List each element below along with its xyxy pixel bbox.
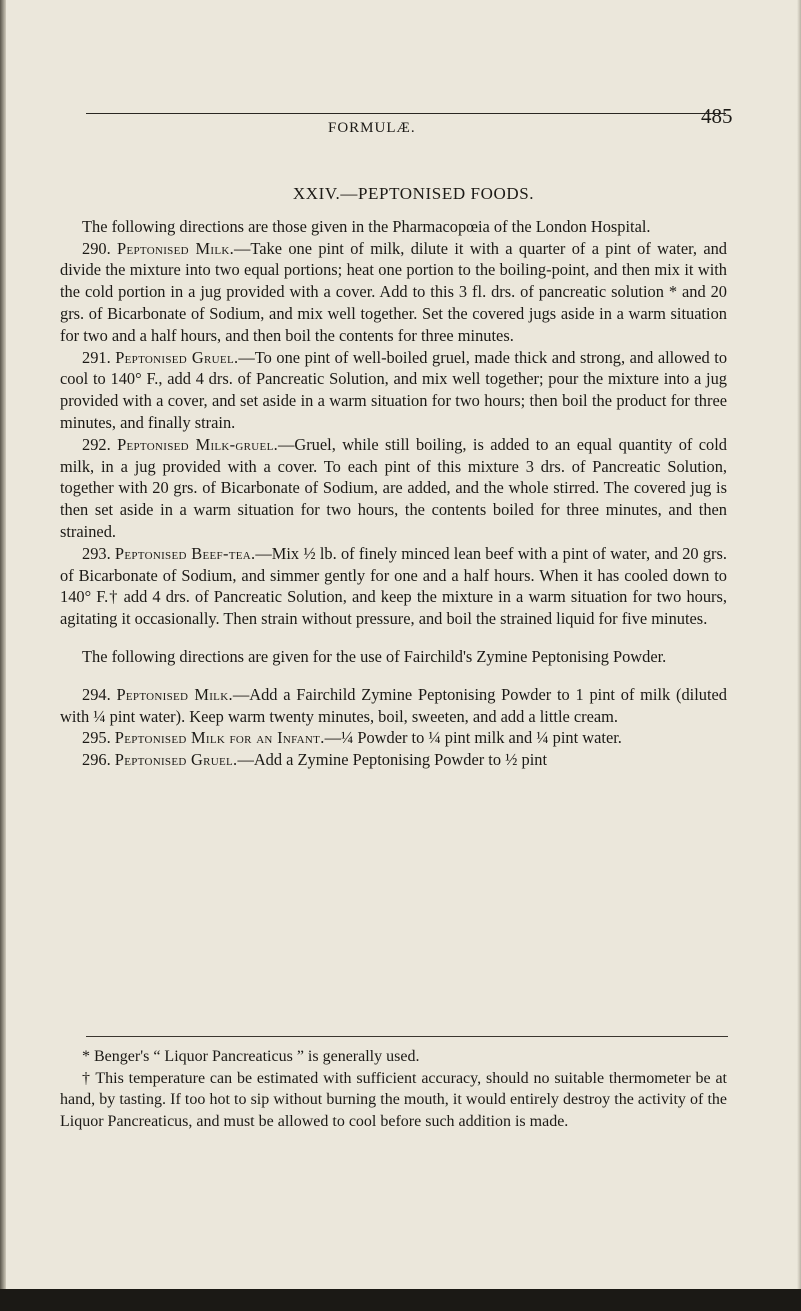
formula-text: —Mix ½ lb. of finely minced lean beef with a pint of water, and 20 grs. of Bicarbonate of Sodium, and simmer gently for one and a half hours. When it has cooled down to 140° F.† add 4 drs. of Pancreatic Solution, and keep the mixture in a warm situation for two hours, agitating it occasionally. Then strain without pressure, and boil the strained liquid for five minutes. (60, 543, 727, 629)
formula-number: 290. (82, 238, 111, 258)
footnotes (60, 1046, 727, 1132)
formula-text: —Gruel, while still boiling, is added to an equal quantity of cold milk, in a jug provided with a cover. To each pint of this mixture 3 drs. of Pancreatic Solution, together with 20 grs. of Bicarbonate of Sodium, are added, and the whole stirred. The covered jug is then set aside in a warm situation for two hours, the contents boiled for three minutes, and then strained. (60, 434, 727, 541)
formula-296 (60, 749, 727, 771)
formula-290 (60, 238, 727, 347)
formula-number: 295. (82, 728, 111, 748)
formula-number: 294. (82, 684, 111, 704)
formula-heading: Peptonised Milk. (117, 238, 234, 258)
formula-text: —Take one pint of milk, dilute it with a quarter of a pint of water, and divide the mixture into two equal portions; heat one portion to the boiling-point, and then mix it with the cold portion in a jug provided with a cover. Add to this 3 fl. drs. of pancreatic solution * and 20 grs. of Bicarbonate of Sodium, and mix well together. Set the covered jugs aside in a warm situation for two and a half hours, and then boil the contents for three minutes. (60, 238, 728, 345)
footnote-rule (86, 1036, 728, 1037)
formula-292 (60, 434, 727, 543)
formula-text: —¼ Powder to ¼ pint milk and ¼ pint water. (324, 728, 622, 748)
formula-293 (60, 543, 727, 630)
page-edge-shadow (797, 0, 801, 1311)
formula-heading: Peptonised Milk for an Infant. (114, 728, 325, 748)
page-number: 485 (701, 104, 733, 128)
intro-paragraph: The following directions are those given in the Pharmacopœia of the London Hospital. (82, 216, 651, 236)
formula-heading: Peptonised Gruel. (115, 347, 239, 367)
formula-text: —To one pint of well-boiled gruel, made thick and strong, and allowed to cool to 140° F., add 4 drs. of Pancreatic Solution, and mix well together; pour the mixture into a jug provided with a cover, and set aside in a warm situation for two hours; then boil the product for three minutes, and finally strain. (60, 347, 728, 432)
formula-number: 296. (82, 750, 111, 770)
formula-heading: Peptonised Beef-tea. (114, 543, 256, 563)
main-text (60, 183, 727, 771)
formula-number: 292. (82, 434, 111, 454)
formula-294 (60, 684, 727, 728)
header-rule (86, 113, 726, 114)
formula-295 (60, 727, 727, 749)
running-head: FORMULÆ. (328, 120, 416, 136)
formula-number: 293. (82, 543, 111, 563)
formula-heading: Peptonised Milk-gruel. (117, 434, 278, 454)
formula-heading: Peptonised Gruel. (114, 750, 238, 770)
formula-291 (60, 347, 727, 434)
formula-text: —Add a Fairchild Zymine Peptonising Powder to 1 pint of milk (diluted with ¼ pint water). Keep warm twenty minutes, boil, sweeten, and add a little cream. (60, 684, 727, 726)
formula-text: —Add a Zymine Peptonising Powder to ½ pint (237, 750, 548, 770)
formula-number: 291. (82, 347, 111, 367)
intro-paragraph-2: The following directions are given for the use of Fairchild's Zymine Peptonising Powder. (82, 646, 667, 666)
formula-heading: Peptonised Milk. (116, 684, 233, 704)
section-title: XXIV.—PEPTONISED FOODS. (292, 184, 535, 203)
footnote-dagger: † This temperature can be estimated with sufficient accuracy, should no suitable thermometer be at hand, by tasting. If too hot to sip without burning the mouth, it would entirely destroy the activity of the Liquor Pancreaticus, and must be allowed to cool before such addition is made. (60, 1069, 727, 1130)
footnote-asterisk: * Benger's “ Liquor Pancreaticus ” is generally used. (82, 1048, 420, 1065)
scan-bottom-edge (0, 1289, 801, 1311)
page-gutter-shadow (0, 0, 6, 1311)
